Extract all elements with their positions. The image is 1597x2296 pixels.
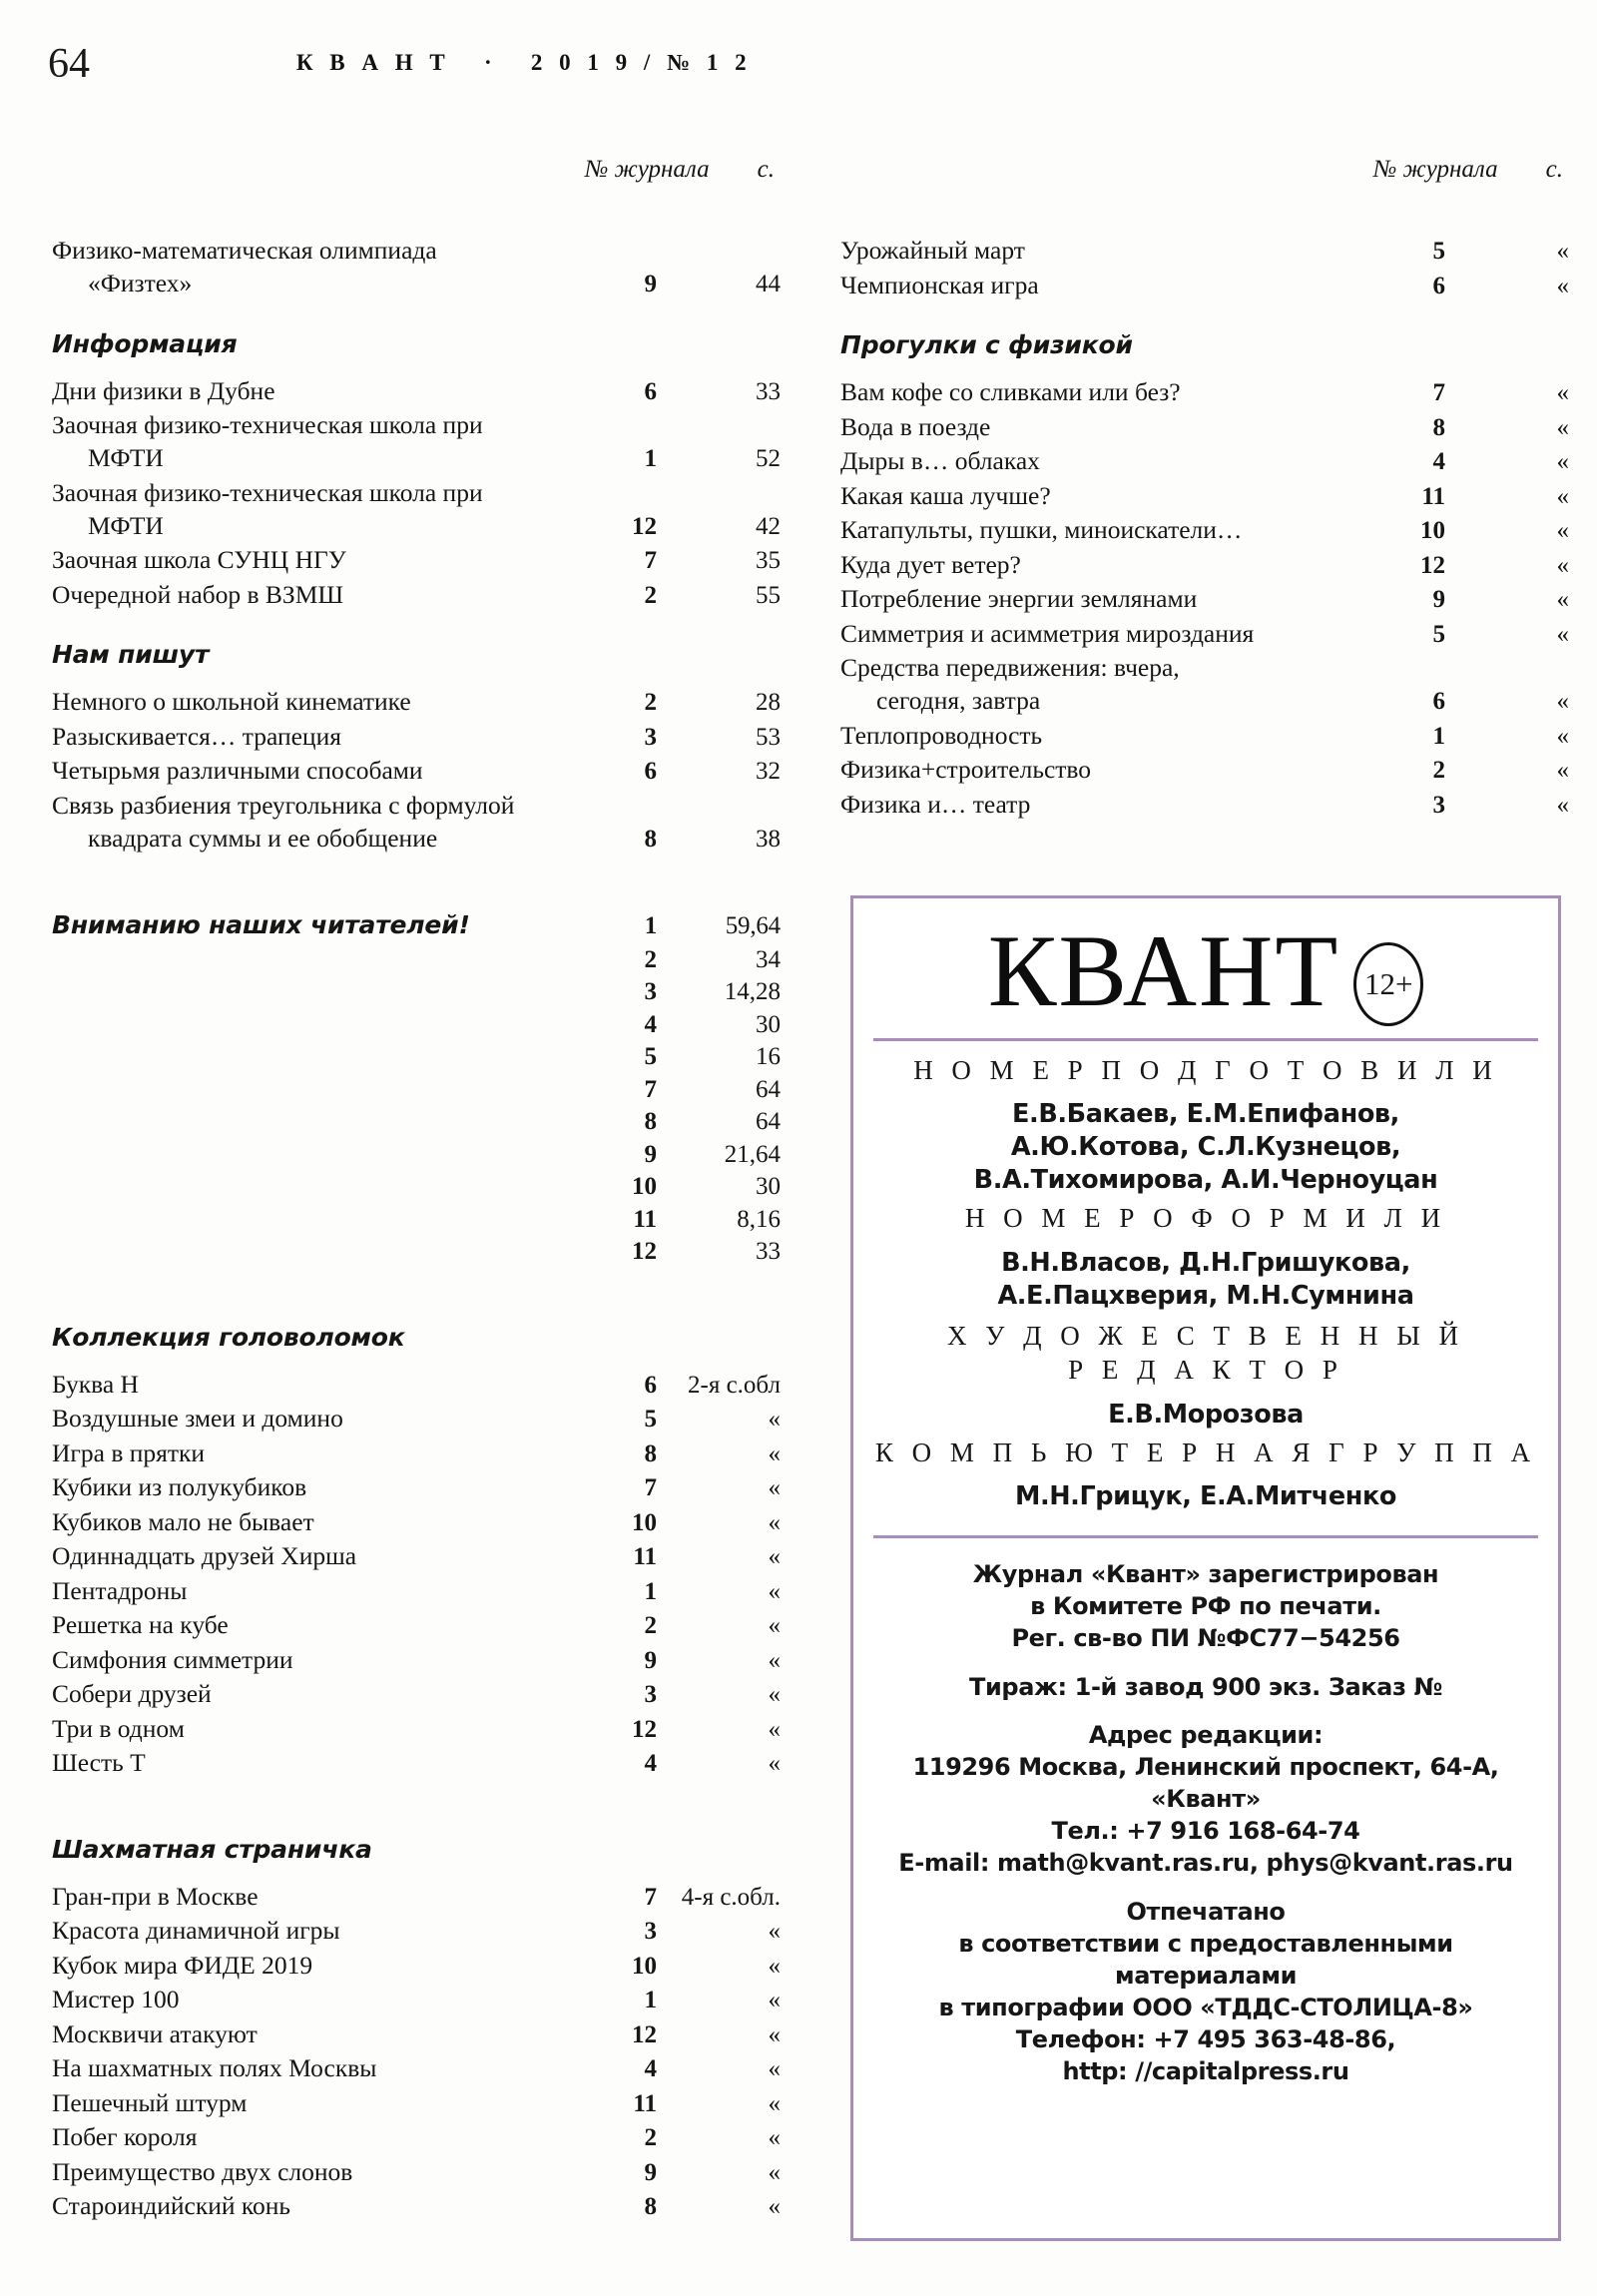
toc-entry[interactable]: [52, 2051, 781, 2086]
toc-entry[interactable]: [52, 1402, 781, 1436]
toc-entry[interactable]: [840, 617, 1569, 652]
toc-entry-page: 33: [756, 1238, 781, 1266]
toc-entry-page: 64: [756, 1075, 781, 1103]
toc-entry-page: 34: [756, 945, 781, 973]
designed-by-names: [869, 1247, 1542, 1313]
toc-entry-page: «: [768, 1987, 781, 2014]
art-editor-label-line1: Х У Д О Ж Е С Т В Е Н Н Ы Й: [946, 1320, 1464, 1351]
section-heading-puzzles: Коллекция головоломок: [52, 1322, 405, 1352]
toc-entry-issue: 10: [632, 1952, 657, 1980]
toc-entry-title: Физика и… театр: [840, 789, 1031, 819]
toc-entry-page: 28: [756, 689, 781, 717]
page-column-label: с.: [1545, 156, 1563, 183]
toc-entry-issue: 7: [644, 1474, 657, 1502]
name-line: А.Е.Пацхверия, М.Н.Сумнина: [997, 1280, 1414, 1311]
toc-entry-title: Дыры в… облаках: [840, 446, 1040, 475]
section-heading-vnimaniyu: [52, 910, 781, 940]
divider-top: [873, 1038, 1538, 1041]
toc-entry-page: «: [768, 1750, 781, 1778]
toc-entry[interactable]: [52, 408, 781, 441]
toc-entry-issue: 6: [1432, 688, 1445, 716]
toc-entry[interactable]: [52, 1677, 781, 1712]
toc-entry-title: Москвичи атакуют: [52, 2018, 258, 2048]
toc-entry-title: Разыскивается… трапеция: [52, 721, 341, 751]
print-run: Тираж: 1-й завод 900 экз. Заказ №: [969, 1672, 1442, 1701]
toc-entry[interactable]: [52, 2189, 781, 2224]
toc-entry[interactable]: [840, 375, 1569, 410]
toc-entry-issue: 12: [632, 2020, 657, 2048]
toc-entry-title: Воздушные змеи и домино: [52, 1404, 343, 1434]
toc-entry[interactable]: [52, 476, 781, 509]
toc-entry[interactable]: [840, 410, 1569, 445]
toc-entry-title: Заочная школа СУНЦ НГУ: [52, 545, 346, 575]
toc-entry-title: Вам кофе со сливками или без?: [840, 377, 1181, 406]
toc-entry[interactable]: [840, 582, 1569, 617]
toc-entry-page: «: [1556, 482, 1569, 510]
toc-entry-issue: 8: [644, 826, 657, 854]
toc-entry-issue: 5: [644, 1406, 657, 1434]
column-header-right: [840, 128, 1569, 212]
toc-entry[interactable]: [52, 1608, 781, 1643]
name-line: Е.В.Бакаев, Е.М.Епифанов,: [1012, 1099, 1399, 1130]
toc-entry-issue: 3: [644, 1918, 657, 1946]
toc-entry-page: «: [1556, 688, 1569, 716]
toc-entry-page: 55: [756, 581, 781, 609]
toc-entry[interactable]: [52, 1539, 781, 1574]
toc-entry[interactable]: [52, 234, 781, 267]
toc-entry-page: «: [768, 1952, 781, 1980]
prepared-by-label: Н О М Е Р П О Д Г О Т О В И Л И: [913, 1055, 1498, 1085]
left-column: [52, 128, 781, 2224]
toc-entry-page: «: [1556, 379, 1569, 406]
toc-entry-issue: 9: [644, 2158, 657, 2186]
issue-column-label: № журнала: [1372, 156, 1498, 183]
toc-entry[interactable]: [52, 1746, 781, 1781]
address-line: «Квант»: [1151, 1785, 1261, 1814]
name-line: А.Ю.Котова, С.Л.Кузнецов,: [1010, 1132, 1401, 1163]
art-editor-label-line2: Р Е Д А К Т О Р: [1068, 1354, 1343, 1385]
toc-entry[interactable]: [840, 479, 1569, 514]
toc-entry-page: 8,16: [737, 1205, 781, 1233]
toc-entry-title: Красота динамичной игры: [52, 1916, 340, 1946]
toc-entry[interactable]: [52, 1712, 781, 1747]
toc-entry-issue: 5: [1432, 238, 1445, 265]
toc-entry-issue: 8: [644, 1439, 657, 1467]
toc-entry-issue: 11: [1421, 482, 1445, 510]
toc-entry-title: Урожайный март: [840, 236, 1025, 265]
page-column-label: с.: [757, 156, 775, 183]
toc-entry-title: Связь разбиения треугольника с формулой: [52, 790, 515, 820]
age-rating-badge: 12+: [1353, 942, 1423, 1026]
registration-line: в Комитете РФ по печати.: [1030, 1592, 1381, 1621]
toc-entry-page: 44: [756, 271, 781, 298]
toc-entry-page: «: [768, 1646, 781, 1674]
registration-line: Рег. св-во ПИ №ФС77−54256: [1011, 1624, 1400, 1653]
issue-page-row[interactable]: [52, 1139, 781, 1172]
toc-entry[interactable]: [52, 720, 781, 755]
toc-entry[interactable]: [840, 444, 1569, 479]
issue-page-row[interactable]: [52, 1236, 781, 1269]
toc-entry[interactable]: [52, 1643, 781, 1678]
issue-page-row[interactable]: [52, 976, 781, 1009]
toc-entry-issue: 6: [644, 1371, 657, 1399]
toc-entry-issue: 2: [644, 1612, 657, 1640]
toc-entry-issue: 8: [1432, 413, 1445, 441]
toc-entry-title: Какая каша лучше?: [840, 480, 1051, 510]
toc-entry-issue: 1: [644, 911, 657, 939]
toc-entry-issue: 4: [644, 2055, 657, 2083]
toc-entry[interactable]: [840, 684, 1569, 719]
toc-entry-issue: 1: [1432, 722, 1445, 750]
toc-entry[interactable]: [52, 789, 781, 822]
toc-entry[interactable]: [52, 754, 781, 789]
toc-entry-page: «: [1556, 791, 1569, 819]
toc-entry[interactable]: [840, 513, 1569, 548]
toc-entry-page: 35: [756, 547, 781, 575]
toc-entry-issue: 5: [644, 1043, 657, 1071]
toc-entry[interactable]: [52, 1505, 781, 1540]
toc-entry-page: 4-я с.обл.: [681, 1883, 781, 1911]
toc-entry-issue: 11: [633, 2089, 657, 2117]
section-heading-label: Вниманию наших читателей!: [52, 909, 470, 939]
toc-entry-title: Вода в поезде: [840, 411, 991, 441]
toc-entry-page: 21,64: [724, 1140, 781, 1168]
editorial-address: [869, 1751, 1542, 1815]
toc-entry-issue: 4: [644, 1010, 657, 1038]
toc-entry-page: «: [768, 1681, 781, 1709]
toc-entry-title: Три в одном: [52, 1713, 185, 1743]
toc-entry-issue: 9: [644, 1646, 657, 1674]
toc-entry-issue: 6: [1432, 272, 1445, 299]
toc-entry-issue: 6: [644, 758, 657, 786]
toc-entry[interactable]: [52, 2086, 781, 2121]
address-line: 119296 Москва, Ленинский проспект, 64-А,: [912, 1752, 1499, 1781]
issue-page-row[interactable]: [52, 1171, 781, 1204]
toc-entry-issue: 3: [644, 1681, 657, 1709]
toc-entry-title: Пешечный штурм: [52, 2087, 248, 2117]
toc-entry[interactable]: [840, 719, 1569, 754]
printing-line: Отпечатано: [1126, 1897, 1286, 1926]
toc-entry-page: «: [768, 1918, 781, 1946]
section-heading-informaciya: Информация: [52, 328, 238, 358]
toc-entry-title: Побег короля: [52, 2122, 198, 2152]
toc-entry-issue: 2: [644, 581, 657, 609]
toc-entry-issue: 7: [644, 1883, 657, 1911]
toc-entry-page: «: [768, 1474, 781, 1502]
toc-entry-title: МФТИ: [88, 443, 164, 473]
toc-entry-title: Староиндийский конь: [52, 2191, 291, 2221]
toc-entry-page: 59,64: [725, 911, 781, 939]
toc-entry-page: «: [1556, 757, 1569, 785]
toc-entry-page: «: [768, 1543, 781, 1571]
toc-entry-issue: 8: [644, 1108, 657, 1136]
toc-entry-page: 64: [756, 1108, 781, 1136]
toc-entry-issue: 9: [1432, 586, 1445, 613]
toc-entry-page: «: [1556, 722, 1569, 750]
prepared-by-names: [869, 1098, 1542, 1197]
toc-entry[interactable]: [840, 269, 1569, 303]
toc-entry-title: квадрата суммы и ее обобщение: [88, 824, 438, 854]
art-editor-name: Е.В.Морозова: [1108, 1399, 1304, 1430]
toc-entry[interactable]: [52, 578, 781, 613]
toc-entry-issue: 7: [1432, 379, 1445, 406]
toc-entry-title: На шахматных полях Москвы: [52, 2053, 377, 2083]
toc-entry[interactable]: [52, 685, 781, 720]
toc-entry-page: «: [1556, 413, 1569, 441]
toc-entry-issue: 7: [644, 547, 657, 575]
toc-entry-issue: 10: [1420, 517, 1445, 544]
toc-entry-page: «: [1556, 620, 1569, 648]
toc-entry-title: Средства передвижения: вчера,: [840, 653, 1180, 682]
toc-entry[interactable]: [52, 267, 781, 301]
toc-entry-page: «: [1556, 238, 1569, 265]
toc-entry-title: Симфония симметрии: [52, 1644, 293, 1674]
magazine-issue-line: К В А Н Т · 2 0 1 9 / № 1 2: [295, 50, 753, 75]
toc-entry-title: Очередной набор в ВЗМШ: [52, 579, 344, 609]
toc-entry-title: Куда дует ветер?: [840, 549, 1021, 579]
toc-entry-page: 14,28: [724, 978, 781, 1006]
toc-entry[interactable]: [52, 441, 781, 476]
toc-entry-issue: 9: [644, 271, 657, 298]
issue-page-row[interactable]: [52, 1204, 781, 1237]
toc-entry-issue: 3: [644, 723, 657, 751]
toc-entry-title: Кубики из полукубиков: [52, 1472, 307, 1502]
toc-entry-title: Дни физики в Дубне: [52, 375, 275, 405]
toc-entry-page: «: [768, 2158, 781, 2186]
toc-entry[interactable]: [840, 548, 1569, 583]
toc-entry-issue: 11: [633, 1205, 657, 1233]
toc-entry[interactable]: [52, 1368, 781, 1403]
toc-entry[interactable]: [52, 2017, 781, 2052]
toc-entry-page: «: [1556, 586, 1569, 613]
toc-entry-issue: 11: [633, 1543, 657, 1571]
kvant-logo: КВАНТ: [987, 913, 1340, 1028]
toc-entry-issue: 4: [1432, 448, 1445, 475]
name-line: В.А.Тихомирова, А.И.Черноуцан: [973, 1165, 1438, 1196]
issue-page-row[interactable]: [52, 944, 781, 977]
printing-line: материалами: [1115, 1961, 1297, 1990]
toc-entry-title: Буква Н: [52, 1369, 139, 1399]
toc-entry[interactable]: [52, 374, 781, 409]
toc-entry-page: 30: [756, 1173, 781, 1201]
toc-entry-issue: 3: [644, 978, 657, 1006]
toc-entry-page: «: [768, 1439, 781, 1467]
issue-column-label: № журнала: [584, 156, 710, 183]
toc-entry-title: Преимущество двух слонов: [52, 2156, 353, 2186]
toc-entry-page: «: [1556, 551, 1569, 579]
toc-entry-title: Мистер 100: [52, 1985, 180, 2014]
toc-entry[interactable]: [52, 1880, 781, 1915]
toc-entry[interactable]: [52, 2120, 781, 2155]
toc-entry-page: 53: [756, 723, 781, 751]
section-heading-chess: Шахматная страничка: [52, 1834, 372, 1864]
toc-entry-page: 33: [756, 377, 781, 405]
toc-entry-page: «: [768, 1406, 781, 1434]
toc-entry-issue: 12: [1420, 551, 1445, 579]
toc-entry[interactable]: [840, 788, 1569, 823]
toc-entry-title: Кубок мира ФИДЕ 2019: [52, 1950, 313, 1980]
toc-entry-issue: 12: [632, 1715, 657, 1743]
running-head: [0, 38, 1597, 94]
toc-entry-page: «: [768, 2089, 781, 2117]
toc-entry-title: Пентадроны: [52, 1575, 188, 1605]
toc-entry-issue: 12: [632, 1238, 657, 1266]
toc-entry-title: сегодня, завтра: [876, 686, 1041, 716]
toc-entry-page: «: [768, 2193, 781, 2221]
toc-entry-title: Кубиков мало не бывает: [52, 1506, 314, 1536]
toc-entry-page: 16: [756, 1043, 781, 1071]
toc-entry[interactable]: [52, 1436, 781, 1471]
toc-entry-issue: 3: [1432, 791, 1445, 819]
toc-entry-page: 2-я с.обл: [688, 1371, 781, 1399]
issue-page-row[interactable]: [52, 1009, 781, 1042]
computer-group-label: К О М П Ь Ю Т Е Р Н А Я Г Р У П П А: [874, 1436, 1537, 1467]
printing-line: http: //capitalpress.ru: [1062, 2057, 1349, 2086]
toc-entry-issue: 9: [644, 1140, 657, 1168]
printing-line: в типографии ООО «ТДДС-СТОЛИЦА-8»: [938, 1994, 1473, 2022]
section-heading-progulki: Прогулки с физикой: [840, 330, 1133, 359]
toc-entry-issue: 6: [644, 377, 657, 405]
toc-entry-page: 38: [756, 826, 781, 854]
toc-entry-title: Потребление энергии землянами: [840, 584, 1198, 613]
toc-entry-issue: 7: [644, 1075, 657, 1103]
editorial-phone: Тел.: +7 916 168-64-74: [1051, 1817, 1360, 1846]
divider-bottom: [873, 1535, 1538, 1538]
toc-entry-issue: 5: [1432, 620, 1445, 648]
toc-entry-page: «: [768, 1715, 781, 1743]
issue-page-row[interactable]: [52, 1041, 781, 1074]
toc-entry-page: 52: [756, 445, 781, 473]
toc-entry-title: Симметрия и асимметрия мироздания: [840, 618, 1255, 648]
toc-entry[interactable]: [52, 1574, 781, 1609]
toc-entry-title: «Физтех»: [88, 269, 193, 298]
printing-line: в соответствии с предоставленными: [958, 1929, 1453, 1958]
toc-entry-page: «: [768, 2124, 781, 2152]
toc-entry-page: 42: [756, 512, 781, 540]
page-number: 64: [48, 41, 90, 87]
toc-entry[interactable]: [52, 1949, 781, 1984]
toc-entry-title: Одиннадцать друзей Хирша: [52, 1541, 357, 1571]
toc-entry-title: Собери друзей: [52, 1679, 212, 1709]
toc-entry[interactable]: [52, 2155, 781, 2190]
toc-entry-title: Чемпионская игра: [840, 270, 1039, 299]
section-heading-nam-pishut: Нам пишут: [52, 640, 210, 670]
toc-entry-title: Шесть Т: [52, 1748, 146, 1778]
toc-entry-page: «: [768, 2055, 781, 2083]
editorial-address-label: Адрес редакции:: [1088, 1720, 1324, 1749]
editorial-email: E-mail: math@kvant.ras.ru, phys@kvant.ras.ru: [898, 1849, 1513, 1878]
toc-entry-title: Заочная физико-техническая школа при: [52, 477, 483, 507]
toc-entry-page: «: [768, 1577, 781, 1605]
toc-entry-title: Заочная физико-техническая школа при: [52, 410, 483, 440]
column-header-left: [52, 128, 781, 212]
toc-entry[interactable]: [840, 651, 1569, 684]
toc-entry-issue: 2: [644, 689, 657, 717]
toc-entry-page: «: [1556, 448, 1569, 475]
designed-by-label: Н О М Е Р О Ф О Р М И Л И: [964, 1203, 1447, 1234]
toc-entry-title: Гран-при в Москве: [52, 1881, 259, 1911]
toc-entry-issue: 12: [632, 512, 657, 540]
toc-entry[interactable]: [840, 753, 1569, 788]
toc-entry-issue: 2: [644, 2124, 657, 2152]
toc-entry-issue: 2: [1432, 757, 1445, 785]
toc-entry-page: «: [768, 1508, 781, 1536]
toc-entry-issue: 1: [644, 445, 657, 473]
toc-entry-page: «: [1556, 272, 1569, 299]
toc-entry-issue: 10: [632, 1508, 657, 1536]
toc-entry-title: Игра в прятки: [52, 1437, 206, 1467]
toc-entry[interactable]: [52, 509, 781, 544]
colophon-box: [850, 895, 1561, 2241]
toc-entry-issue: 4: [644, 1750, 657, 1778]
toc-entry-page: 30: [756, 1010, 781, 1038]
toc-entry-title: МФТИ: [88, 510, 164, 540]
toc-entry-title: Физика+строительство: [840, 755, 1092, 785]
art-editor-label: [869, 1319, 1542, 1387]
toc-entry-title: Физико-математическая олимпиада: [52, 236, 437, 265]
registration-info: [869, 1558, 1542, 1654]
toc-entry-issue: 1: [644, 1577, 657, 1605]
toc-entry[interactable]: [52, 1470, 781, 1505]
toc-entry-title: Теплопроводность: [840, 720, 1043, 750]
toc-entry-page: 32: [756, 758, 781, 786]
computer-group-names: М.Н.Грицук, Е.А.Митченко: [1014, 1481, 1397, 1512]
toc-entry-page: «: [1556, 517, 1569, 544]
toc-entry-issue: 2: [644, 945, 657, 973]
toc-entry-issue: 8: [644, 2193, 657, 2221]
toc-entry[interactable]: [52, 822, 781, 857]
printing-info: [869, 1896, 1542, 2088]
registration-line: Журнал «Квант» зарегистрирован: [972, 1560, 1439, 1589]
toc-entry-issue: 10: [632, 1173, 657, 1201]
printing-line: Телефон: +7 495 363-48-86,: [1015, 2025, 1396, 2054]
toc-entry[interactable]: [840, 234, 1569, 269]
toc-entry[interactable]: [52, 1914, 781, 1949]
issue-page-row[interactable]: [52, 1106, 781, 1139]
toc-entry[interactable]: [52, 1983, 781, 2017]
toc-entry-title: Немного о школьной кинематике: [52, 687, 411, 717]
toc-entry-title: Катапульты, пушки, миноискатели…: [840, 515, 1243, 544]
masthead: [869, 912, 1542, 1030]
toc-entry-title: Четырьмя различными способами: [52, 756, 423, 786]
issue-page-row[interactable]: [52, 1074, 781, 1107]
toc-entry-page: «: [768, 1612, 781, 1640]
toc-entry-issue: 1: [644, 1987, 657, 2014]
toc-entry[interactable]: [52, 543, 781, 578]
name-line: В.Н.Власов, Д.Н.Гришукова,: [1001, 1247, 1410, 1278]
toc-entry-title: Решетка на кубе: [52, 1610, 229, 1640]
right-column: [840, 128, 1569, 822]
toc-entry-page: «: [768, 2020, 781, 2048]
